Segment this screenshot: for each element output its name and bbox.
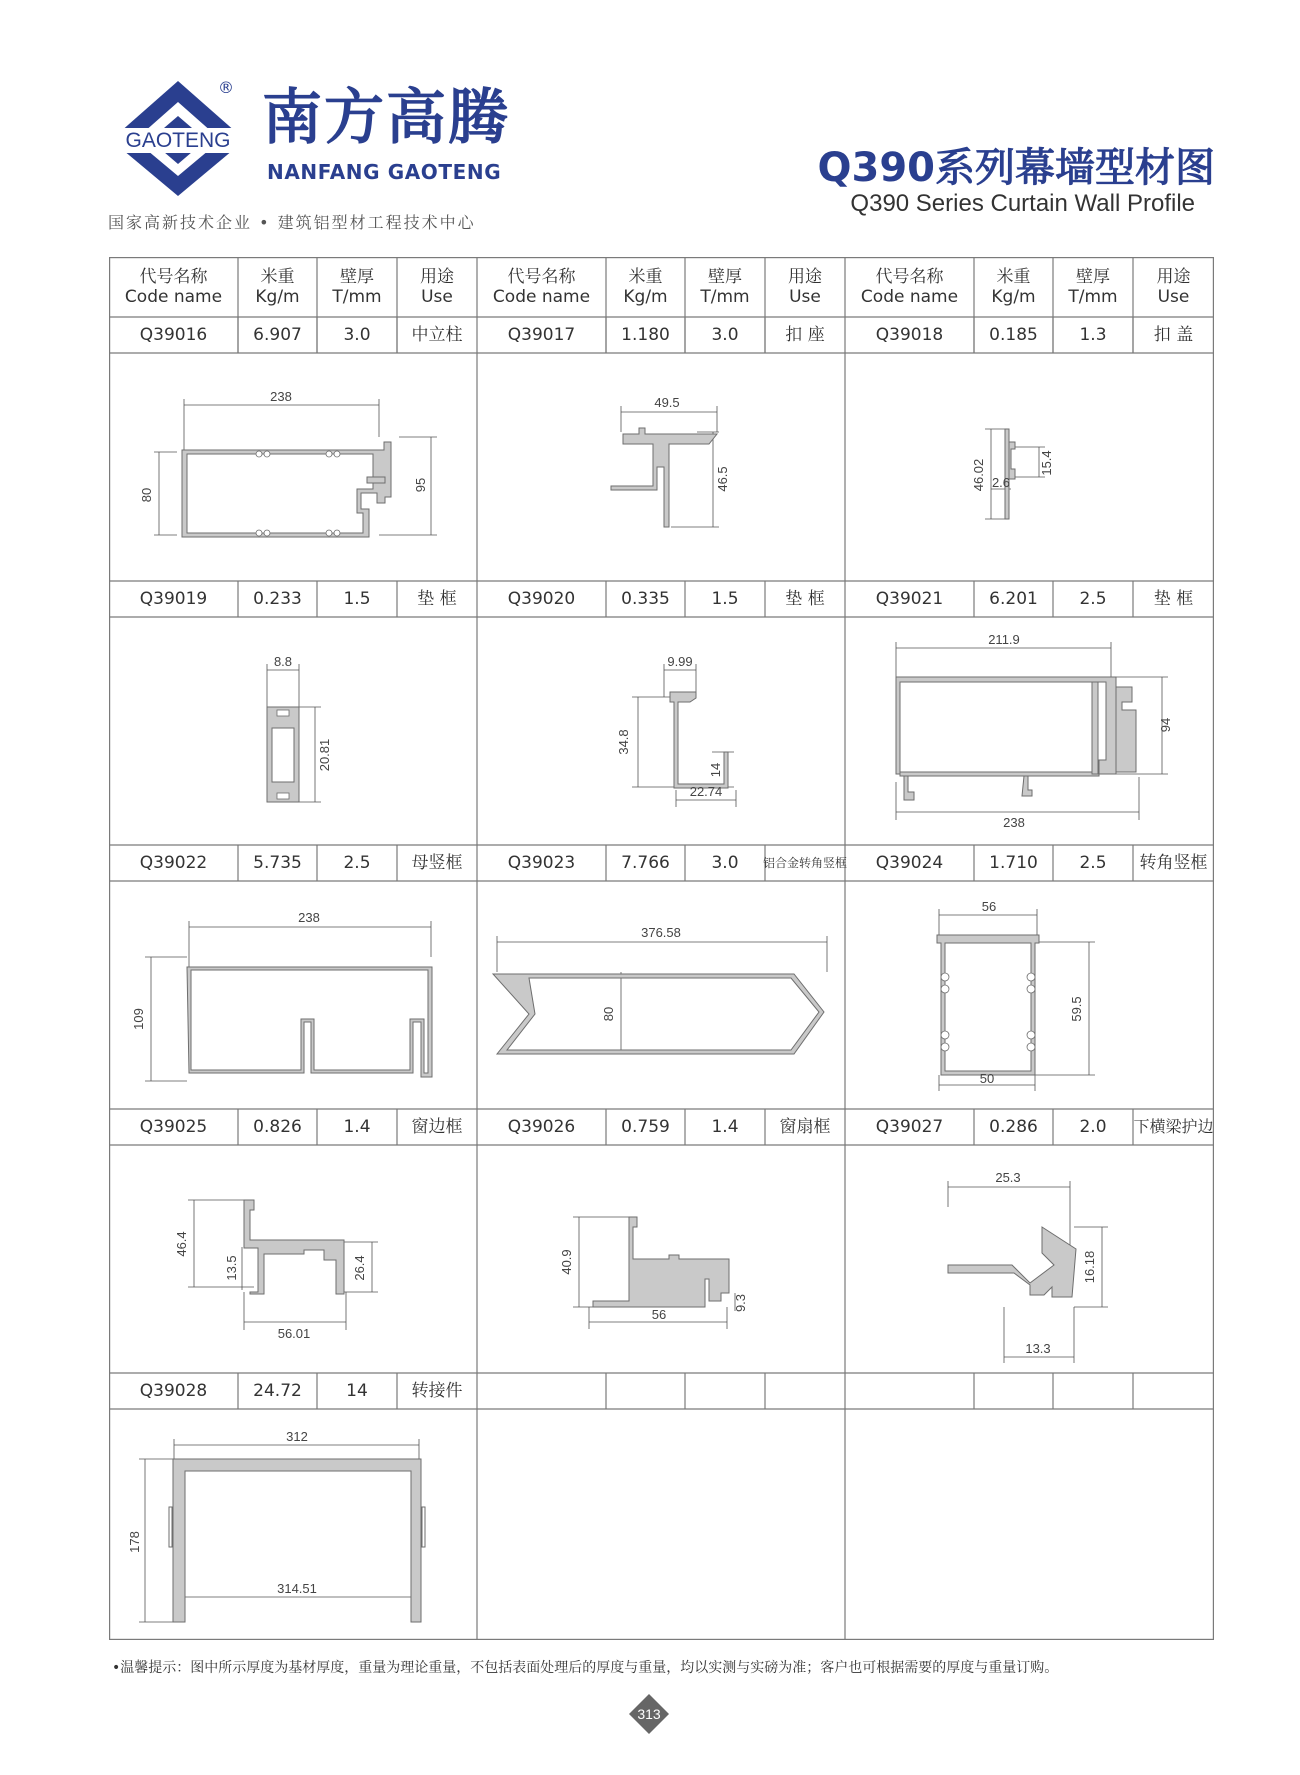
header-cn: 壁厚	[1076, 266, 1110, 287]
dim-label: 20.81	[317, 738, 332, 772]
dim-label: 56	[981, 899, 997, 914]
dim-label: 80	[601, 1006, 616, 1022]
dim-label: 22.74	[689, 784, 723, 799]
profile-thickness: 2.5	[1079, 588, 1107, 609]
profile-code: Q39016	[139, 324, 208, 345]
header-cn: 用途	[1156, 266, 1191, 287]
profile-use: 垫 框	[1153, 588, 1194, 609]
dim-label: 178	[127, 1531, 142, 1553]
profile-weight: 0.826	[253, 1116, 302, 1137]
profile-thickness: 3.0	[711, 852, 739, 873]
profile-drawing-q39022	[129, 907, 459, 1097]
brand-tagline: 国家高新技术企业 • 建筑铝型材工程技术中心	[108, 213, 476, 232]
profile-code: Q39021	[875, 588, 944, 609]
profile-thickness: 1.4	[711, 1116, 739, 1137]
page-subtitle: Q390 Series Curtain Wall Profile	[850, 190, 1195, 217]
dim-label: 59.5	[1069, 996, 1084, 1022]
profile-code: Q39023	[507, 852, 576, 873]
header-en: Kg/m	[991, 287, 1036, 307]
dim-label: 25.3	[995, 1170, 1021, 1185]
profile-code: Q39026	[507, 1116, 576, 1137]
dim-label: 15.4	[1039, 450, 1054, 476]
profile-use: 垫 框	[785, 588, 825, 609]
profile-drawing-q39020	[594, 652, 754, 812]
header-en: T/mm	[700, 287, 750, 307]
dim-label: 56.01	[277, 1326, 311, 1341]
profile-use: 转接件	[411, 1380, 463, 1401]
profile-thickness: 2.5	[1079, 852, 1107, 873]
profile-thickness: 1.5	[343, 588, 371, 609]
profile-drawing-q39016	[129, 357, 459, 577]
header-cn: 代号名称	[139, 266, 208, 287]
header-en: T/mm	[1068, 287, 1118, 307]
header-cn: 代号名称	[875, 266, 944, 287]
profile-code: Q39025	[139, 1116, 208, 1137]
registered-mark: ®	[218, 78, 234, 97]
page-title: Q390系列幕墙型材图	[817, 145, 1215, 191]
dim-label: 13.3	[1025, 1341, 1051, 1356]
profile-code: Q39019	[139, 588, 208, 609]
profile-code: Q39024	[875, 852, 944, 873]
dim-label: 80	[139, 487, 154, 503]
footer-note: •温馨提示：图中所示厚度为基材厚度，重量为理论重量，不包括表面处理后的厚度与重量，均以实测与实磅为准；客户也可根据需要的厚度与重量订购。	[112, 1660, 1059, 1676]
dim-label: 49.5	[654, 395, 680, 410]
profile-weight: 0.759	[621, 1116, 670, 1137]
header-en: Use	[421, 287, 453, 307]
profile-weight: 1.180	[621, 324, 670, 345]
dim-label: 314.51	[277, 1581, 317, 1596]
profile-drawing-q39021	[864, 632, 1204, 842]
profile-thickness: 14	[346, 1380, 368, 1401]
profile-thickness: 3.0	[343, 324, 371, 345]
dim-label: 238	[270, 389, 292, 404]
brand-name-en: NANFANG GAOTENG	[267, 160, 502, 184]
profile-use: 窗扇框	[779, 1116, 831, 1137]
profile-use: 下横梁护边	[1133, 1117, 1214, 1137]
header-cn: 用途	[788, 266, 822, 287]
profile-drawing-q39017	[609, 392, 759, 552]
profile-weight: 0.233	[253, 588, 302, 609]
header-en: Code name	[124, 287, 223, 307]
profile-weight: 6.907	[253, 324, 302, 345]
dim-label: 9.99	[667, 654, 693, 669]
profile-weight: 1.710	[989, 852, 1038, 873]
header-en: Kg/m	[623, 287, 668, 307]
dim-label: 46.5	[715, 466, 730, 492]
profile-drawing-q39018	[969, 407, 1089, 527]
profile-drawing-q39026	[559, 1197, 789, 1337]
page-number: 313	[637, 1706, 661, 1722]
profile-use: 转角竖框	[1139, 852, 1208, 873]
profile-thickness: 1.5	[711, 588, 739, 609]
profile-thickness: 1.4	[343, 1116, 371, 1137]
dim-label: 40.9	[559, 1249, 574, 1275]
page-number-badge	[627, 1692, 671, 1736]
dim-label: 376.58	[641, 925, 681, 940]
profile-weight: 5.735	[253, 852, 302, 873]
dim-label: 13.5	[224, 1255, 239, 1281]
dim-label: 312	[286, 1429, 308, 1444]
dim-label: 9.3	[733, 1293, 748, 1313]
header-cn: 代号名称	[507, 266, 576, 287]
profile-thickness: 3.0	[711, 324, 739, 345]
profile-weight: 0.286	[989, 1116, 1038, 1137]
profile-use: 窗边框	[411, 1116, 463, 1137]
profile-use: 扣 盖	[1153, 324, 1194, 345]
profile-drawing-q39025	[174, 1182, 404, 1352]
profile-drawing-q39024	[909, 897, 1149, 1097]
profile-weight: 0.185	[989, 324, 1038, 345]
header-en: Kg/m	[255, 287, 300, 307]
profile-code: Q39018	[875, 324, 944, 345]
profile-thickness: 2.0	[1079, 1116, 1107, 1137]
profile-drawing-q39019	[239, 652, 349, 822]
profile-use: 垫 框	[417, 588, 457, 609]
header-en: T/mm	[332, 287, 382, 307]
profile-drawing-q39027	[934, 1167, 1134, 1367]
dim-label: 46.02	[971, 458, 986, 492]
drawing-layer	[109, 257, 1214, 1640]
profile-weight: 0.335	[621, 588, 670, 609]
dim-label: 8.8	[273, 654, 293, 669]
header-cn: 用途	[420, 266, 454, 287]
header-cn: 壁厚	[340, 266, 374, 287]
profile-code: Q39020	[507, 588, 576, 609]
profile-drawing-q39028	[129, 1427, 459, 1632]
dim-label: 16.18	[1082, 1250, 1097, 1284]
profile-use: 铝合金转角竖框	[763, 855, 848, 870]
dim-label: 2.6	[991, 475, 1011, 490]
profile-weight: 24.72	[253, 1380, 302, 1401]
profile-weight: 6.201	[989, 588, 1038, 609]
dim-label: 56	[651, 1307, 667, 1322]
header-cn: 米重	[260, 266, 295, 287]
profile-code: Q39017	[507, 324, 576, 345]
profile-use: 扣 座	[785, 324, 825, 345]
profile-code: Q39022	[139, 852, 208, 873]
dim-label: 211.9	[988, 632, 1020, 647]
header-cn: 米重	[996, 266, 1031, 287]
header-cn: 壁厚	[708, 266, 742, 287]
dim-label: 46.4	[174, 1231, 189, 1257]
header-cn: 米重	[628, 266, 663, 287]
profile-thickness: 2.5	[343, 852, 371, 873]
dim-label: 14	[708, 762, 723, 778]
dim-label: 238	[1003, 815, 1025, 830]
profile-use: 中立柱	[411, 324, 463, 345]
dim-label: 95	[413, 477, 428, 493]
header-en: Use	[1157, 287, 1190, 307]
dim-label: 109	[131, 1008, 146, 1030]
header-en: Use	[789, 287, 821, 307]
profile-code: Q39027	[875, 1116, 944, 1137]
profile-drawing-q39023	[489, 922, 839, 1082]
profile-code: Q39028	[139, 1380, 208, 1401]
brand-name-cn: 南方高腾	[262, 83, 510, 153]
logo-text: GAOTENG	[125, 129, 231, 152]
dim-label: 26.4	[352, 1255, 367, 1281]
dim-label: 94	[1158, 717, 1173, 733]
dim-label: 34.8	[616, 729, 631, 755]
dim-label: 50	[979, 1071, 995, 1086]
header-en: Code name	[492, 287, 591, 307]
profile-thickness: 1.3	[1079, 324, 1107, 345]
profile-use: 母竖框	[411, 852, 463, 873]
header-en: Code name	[860, 287, 959, 307]
profile-weight: 7.766	[621, 852, 670, 873]
dim-label: 238	[298, 910, 320, 925]
